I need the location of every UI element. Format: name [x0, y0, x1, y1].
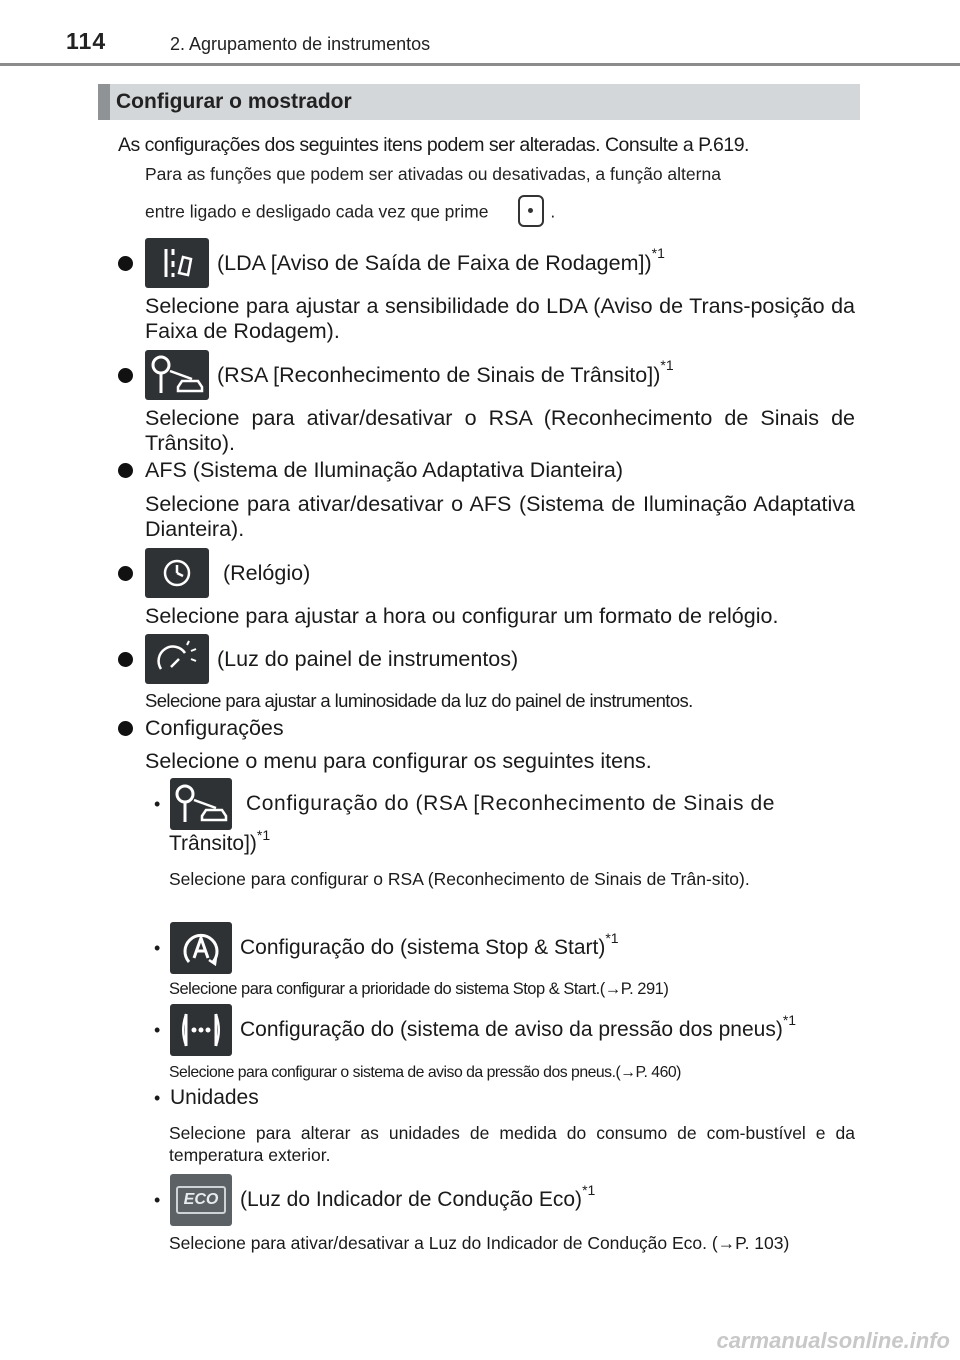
bullet-dot — [118, 368, 133, 383]
item-lda-heading: (LDA [Aviso de Saída de Faixa de Rodagem]) *1 — [118, 238, 665, 288]
sub-rsa-desc: Selecione para configurar o RSA (Reconhecimento de Sinais de Trân-sito). — [169, 869, 750, 889]
header-rule — [0, 63, 960, 66]
section-title: Configurar o mostrador — [116, 90, 352, 113]
lda-icon — [145, 238, 209, 288]
item-panel-light-heading: (Luz do painel de instrumentos) — [118, 634, 518, 684]
section-heading — [98, 84, 860, 120]
sub-bullet: • — [154, 1189, 161, 1210]
intro-text: As configurações dos seguintes itens podem ser alteradas. Consulte a P.619. — [118, 134, 749, 156]
bullet-dot — [118, 721, 133, 736]
eco-icon: ECO — [170, 1174, 232, 1226]
item-afs-heading: AFS (Sistema de Iluminação Adaptativa Dianteira) — [118, 458, 623, 483]
bullet-dot — [118, 256, 133, 271]
sub-eco-heading: • ECO (Luz do Indicador de Condução Eco) *1 — [154, 1174, 595, 1226]
item-settings-heading: Configurações — [118, 716, 284, 741]
item-afs-desc: Selecione para ativar/desativar o AFS (Sistema de Iluminação Adaptativa Dianteira). — [145, 492, 855, 541]
page-header — [0, 0, 960, 66]
page-number: 114 — [66, 28, 107, 54]
sub-bullet: • — [154, 793, 161, 814]
sub-tire-pressure-desc: Selecione para configurar o sistema de aviso da pressão dos pneus.(→P. 460) — [169, 1064, 681, 1081]
sub-tire-pressure-heading: • Configuração do (sistema de aviso da pressão dos pneus) *1 — [154, 1004, 796, 1056]
rsa-icon — [145, 350, 209, 400]
sub-rsa-heading-cont: Trânsito])$^{*1}$ — [169, 827, 271, 855]
chapter-title: 2. Agrupamento de instrumentos — [170, 34, 431, 54]
item-panel-light-desc: Selecione para ajustar a luminosidade da luz do painel de instrumentos. — [145, 690, 693, 711]
clock-icon — [145, 548, 209, 598]
item-rsa-desc: Selecione para ativar/desativar o RSA (Reconhecimento de Sinais de Trânsito). — [145, 406, 855, 455]
item-clock-heading: (Relógio) — [118, 548, 310, 598]
tire-pressure-icon — [170, 1004, 232, 1056]
sub-units-desc: Selecione para alterar as unidades de medida do consumo de com-bustível e da temperatura exterior. — [169, 1123, 855, 1165]
stop-start-icon — [170, 922, 232, 974]
item-lda-desc: Selecione para ajustar a sensibilidade do LDA (Aviso de Trans-posição da Faixa de Rodagem). — [145, 294, 855, 343]
bullet-dot — [118, 566, 133, 581]
watermark: carmanualsonline.info — [716, 1328, 950, 1353]
item-rsa-heading: (RSA [Reconhecimento de Sinais de Trânsito]) *1 — [118, 350, 674, 400]
note-line-1: Para as funções que podem ser ativadas ou desativadas, a função alterna — [145, 164, 721, 184]
sub-units-heading: • Unidades — [154, 1086, 259, 1109]
sub-stop-start-desc: Selecione para configurar a prioridade do sistema Stop & Start.(→P. 291) — [169, 980, 669, 998]
rsa-settings-icon — [170, 778, 232, 830]
panel-light-icon — [145, 634, 209, 684]
sub-eco-desc: Selecione para ativar/desativar a Luz do Indicador de Condução Eco. (→P. 103) — [169, 1233, 790, 1253]
toggle-note — [145, 164, 855, 229]
bullet-dot — [118, 463, 133, 478]
bullet-dot — [118, 652, 133, 667]
item-clock-desc: Selecione para ajustar a hora ou configurar um formato de relógio. — [145, 604, 779, 628]
note-line-2: entre ligado e desligado cada vez que prime . — [145, 197, 855, 229]
sub-bullet: • — [154, 937, 161, 958]
item-settings-desc: Selecione o menu para configurar os seguintes itens. — [145, 749, 652, 773]
select-button-icon — [518, 195, 544, 227]
sub-stop-start-heading: • Configuração do (sistema Stop & Start) *1 — [154, 922, 619, 974]
sub-rsa-heading: • Configuração do (RSA [Reconhecimento de Sinais de — [154, 778, 775, 830]
sub-bullet: • — [154, 1087, 161, 1108]
sub-bullet: • — [154, 1019, 161, 1040]
